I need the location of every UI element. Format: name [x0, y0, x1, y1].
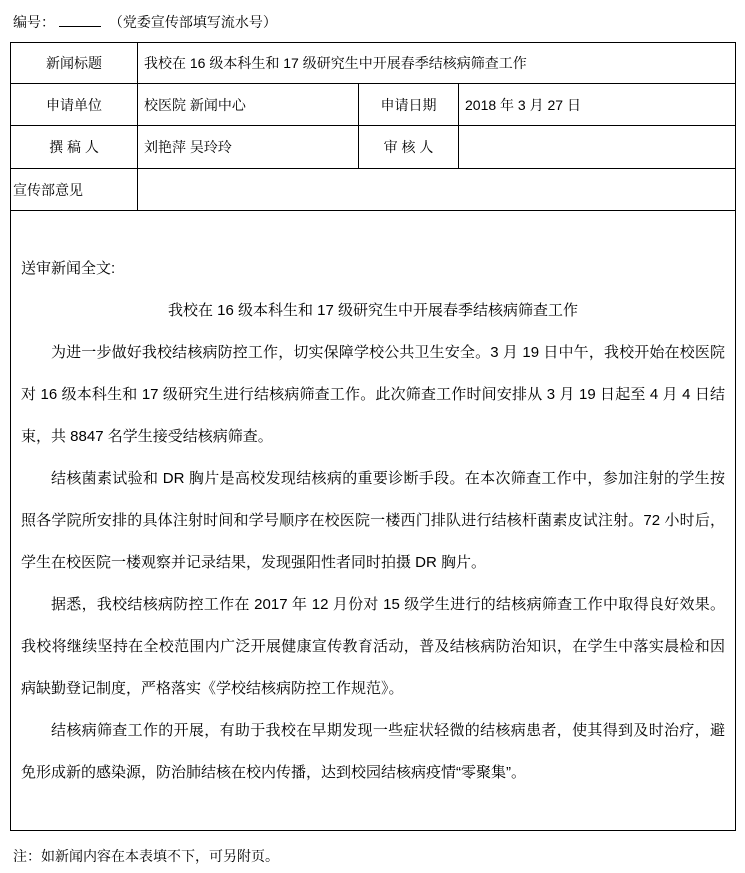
author-label: 撰 稿 人: [11, 126, 138, 169]
apply-date-label: 申请日期: [359, 84, 459, 126]
serial-number-blank-field: [59, 13, 101, 27]
serial-number-note: （党委宣传部填写流水号）: [108, 14, 277, 30]
article-paragraph: 结核病筛查工作的开展，有助于我校在早期发现一些症状轻微的结核病患者，使其得到及时治疗，避免形成新的感染源，防治肺结核在校内传播，达到校园结核病疫情“零聚集”。: [21, 721, 726, 781]
dept-opinion-value: [138, 169, 736, 211]
apply-date-value: 2018 年 3 月 27 日: [459, 84, 736, 126]
article-content: [21, 248, 725, 794]
dept-opinion-label: 宣传部意见: [11, 169, 138, 211]
table-row: [11, 169, 736, 211]
news-review-form-table: [10, 42, 736, 831]
table-row: [11, 84, 736, 126]
table-row: [11, 43, 736, 84]
article-paragraph: 结核菌素试验和 DR 胸片是高校发现结核病的重要诊断手段。在本次筛查工作中，参加注射的学生按照各学院所安排的具体注射时间和学号顺序在校医院一楼西门排队进行结核杆菌素皮试注射。72 小时后，学生在校医院一楼观察并记录结果，发现强阳性者同时拍摄 DR 胸片。: [21, 469, 726, 571]
article-paragraph: 为进一步做好我校结核病防控工作，切实保障学校公共卫生安全。3 月 19 日中午，我校开始在校医院对 16 级本科生和 17 级研究生进行结核病筛查工作。此次筛查工作时间安排从 3 月 19 日起至 4 月 4 日结束，共 8847 名学生接受结核病筛查。: [21, 343, 726, 445]
serial-number-line: [13, 12, 277, 32]
table-row: [11, 211, 736, 831]
article-paragraph: 据悉，我校结核病防控工作在 2017 年 12 月份对 15 级学生进行的结核病筛查工作中取得良好效果。我校将继续坚持在全校范围内广泛开展健康宣传教育活动，普及结核病防治知识，在学生中落实晨检和因病缺勤登记制度，严格落实《学校结核病防控工作规范》。: [21, 595, 726, 697]
table-row: [11, 126, 736, 169]
reviewer-label: 审 核 人: [359, 126, 459, 169]
reviewer-value: [459, 126, 736, 169]
applicant-unit-label: 申请单位: [11, 84, 138, 126]
footer-note: 注：如新闻内容在本表填不下，可另附页。: [13, 848, 279, 864]
article-body-cell: [11, 211, 736, 831]
news-title-label: 新闻标题: [11, 43, 138, 84]
news-title-value: 我校在 16 级本科生和 17 级研究生中开展春季结核病筛查工作: [138, 43, 736, 84]
article-section-label: 送审新闻全文:: [21, 259, 116, 277]
applicant-unit-value: 校医院 新闻中心: [138, 84, 359, 126]
author-value: 刘艳萍 吴玲玲: [138, 126, 359, 169]
serial-number-label: 编号：: [13, 14, 55, 30]
article-title: 我校在 16 级本科生和 17 级研究生中开展春季结核病筛查工作: [167, 301, 579, 319]
